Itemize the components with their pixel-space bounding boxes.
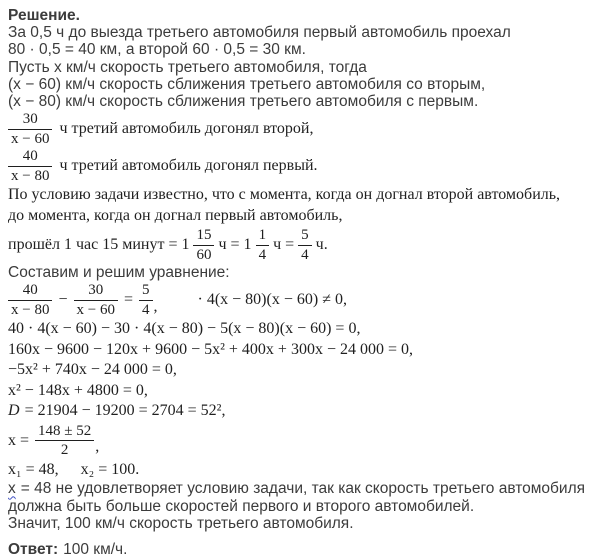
fraction-5-over-4 <box>298 227 312 263</box>
fraction-40-over-x-80 <box>8 148 52 184</box>
condition-line2: до момента, когда он догнал первый автомобиль, <box>8 206 343 224</box>
discriminant-variable: D <box>8 402 20 420</box>
simplified-equation-line1: −5x² + 740x − 24 000 = 0, <box>8 361 177 379</box>
expanded-equation-line2: 160x − 9600 − 120x + 9600 − 5x² + 400x + 300x − 24 000 = 0, <box>8 340 413 358</box>
fraction-30-over-x-60 <box>74 282 118 318</box>
given-distances-line2: 80 · 0,5 = 40 км, а второй 60 · 0,5 = 30 км. <box>8 41 306 59</box>
root-1-value: x₁ = 48, <box>8 460 59 478</box>
roots-formula-line <box>8 423 598 459</box>
fraction-numerator: 40 <box>8 282 52 301</box>
fraction-denominator: 4 <box>301 246 309 263</box>
roots-values-line <box>8 460 598 481</box>
fraction-denominator: x − 80 <box>11 301 50 318</box>
closing-speed-first-line: (x − 80) км/ч скорость сближения третьего автомобиля с первым. <box>8 93 479 111</box>
time-mid1: ч = 1 <box>218 235 252 253</box>
equals-operator: = <box>123 291 133 309</box>
fraction-numerator: 30 <box>8 111 52 130</box>
discriminant-value: = 21904 − 19200 = 2704 = 52², <box>24 402 226 420</box>
rejected-variable-spellchecked: x <box>8 480 16 498</box>
rejected-root-line1 <box>8 480 598 497</box>
closing-speed-second-line: (x − 60) км/ч скорость сближения третьего автомобиля со вторым, <box>8 75 486 93</box>
rejected-root-explanation: = 48 не удовлетворяет условию задачи, так как скорость третьего автомобиля <box>20 480 586 498</box>
roots-formula-prefix: x = <box>8 431 30 449</box>
equation-comma: , <box>153 297 158 315</box>
simplified-equation-line2: x² − 148x + 4800 = 0, <box>8 381 148 399</box>
fraction-1-over-4 <box>256 227 270 263</box>
fraction-30-over-x-60 <box>8 111 52 147</box>
fraction-denominator: 4 <box>258 246 267 263</box>
roots-formula-comma: , <box>95 438 100 456</box>
setup-equation-label: Составим и решим уравнение: <box>8 264 230 282</box>
catchup-first-line <box>8 148 598 184</box>
root-2-value: x₂ = 100. <box>80 460 140 478</box>
answer-value: 100 км/ч. <box>63 541 128 558</box>
catchup-second-line <box>8 111 598 147</box>
conclusion-line: Значит, 100 км/ч скорость третьего автомобиля. <box>8 514 354 532</box>
fraction-5-over-4 <box>139 282 153 318</box>
time-conversion-line <box>8 227 598 263</box>
condition-line1: По условию задачи известно, что с момента, когда он догнал второй автомобиль, <box>8 186 561 204</box>
time-mid2: ч = <box>273 235 295 253</box>
fraction-denominator: x − 80 <box>11 167 50 184</box>
time-prefix: прошёл 1 час 15 минут = 1 <box>8 235 190 253</box>
let-variable-line: Пусть x км/ч скорость третьего автомобиля, тогда <box>8 58 367 76</box>
answer-label: Ответ: <box>8 541 59 558</box>
rejected-root-line2: должна быть больше скоростей первого и второго автомобилей. <box>8 497 475 515</box>
catchup-first-text: ч третий автомобиль догонял первый. <box>59 156 318 174</box>
fraction-numerator: 15 <box>193 227 214 246</box>
fraction-denominator: 60 <box>196 246 212 263</box>
fraction-denominator: 4 <box>142 301 150 318</box>
time-suffix: ч. <box>315 235 328 253</box>
fraction-numerator: 30 <box>74 282 118 301</box>
discriminant-line <box>8 401 598 422</box>
given-distances-line1: За 0,5 ч до выезда третьего автомобиля первый автомобиль проехал <box>8 24 511 42</box>
fraction-denominator: 2 <box>60 442 69 459</box>
fraction-numerator: 5 <box>298 227 312 246</box>
fraction-denominator: x − 60 <box>11 130 50 147</box>
main-equation-line <box>8 282 598 318</box>
fraction-numerator: 40 <box>8 148 52 167</box>
fraction-denominator: x − 60 <box>76 301 115 318</box>
fraction-15-over-60 <box>193 227 214 263</box>
minus-operator: − <box>58 291 68 309</box>
solution-heading: Решение. <box>8 7 80 24</box>
fraction-numerator: 1 <box>256 227 270 246</box>
domain-restriction-note: · 4(x − 80)(x − 60) ≠ 0, <box>197 291 347 309</box>
catchup-second-text: ч третий автомобиль догонял второй, <box>59 119 314 137</box>
fraction-numerator: 5 <box>139 282 153 301</box>
fraction-40-over-x-80 <box>8 282 52 318</box>
answer-line <box>8 541 598 558</box>
expanded-equation-line1: 40 · 4(x − 60) − 30 · 4(x − 80) − 5(x − 80)(x − 60) = 0, <box>8 320 361 338</box>
fraction-148-pm-52-over-2 <box>35 423 94 459</box>
fraction-numerator: 148 ± 52 <box>35 423 94 442</box>
